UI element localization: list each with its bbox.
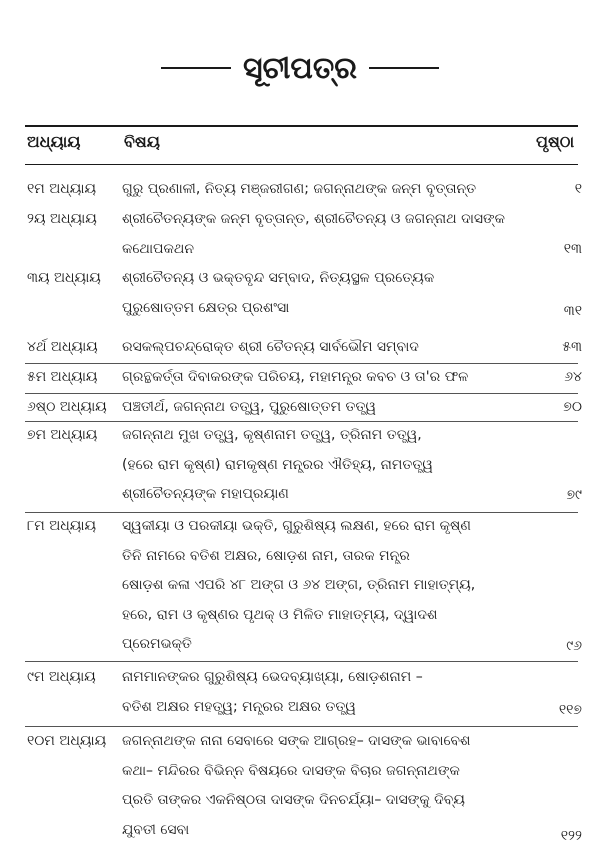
- page-number: ୧୧୭: [558, 702, 582, 718]
- chapter-label: ୩ୟ ଅଧ୍ୟାୟ: [27, 270, 101, 286]
- row-divider: [25, 661, 578, 662]
- title-rule-left: [161, 67, 231, 69]
- row-divider: [25, 363, 578, 364]
- table-header-rule: [25, 164, 578, 165]
- subject-line: ଜଗନ୍ନାଥଙ୍କ ନାନା ସେବାରେ ସଙ୍କ ଆଗ୍ରହ– ଦାସଙ୍କ ଭାବାବେଶ: [122, 733, 471, 749]
- subject-line: ରସକଲ୍ପଚନ୍ଦ୍ରୋକ୍ତ ଶ୍ରୀ ଚୈତନ୍ୟ ସାର୍ବଭୌମ ସମ୍ବାଦ: [122, 339, 419, 355]
- page-number: ୧୨୨: [560, 828, 582, 844]
- page-number: ୫୩: [562, 339, 582, 355]
- page-number: ୧୩: [563, 240, 582, 257]
- row-divider: [25, 393, 578, 394]
- title-rule-right: [369, 67, 439, 69]
- chapter-label: ୮ମ ଅଧ୍ୟାୟ: [27, 518, 97, 534]
- subject-line: ଗ୍ରନ୍ଥକର୍ତ୍ତା ଦିବାକରଙ୍କ ପରିଚୟ, ମହାମନ୍ତ୍ର କବଚ ଓ ତା'ର ଫଳ: [122, 369, 469, 385]
- chapter-label: ୧୦ମ ଅଧ୍ୟାୟ: [27, 733, 107, 749]
- chapter-label: ୧ମ ଅଧ୍ୟାୟ: [27, 181, 97, 197]
- subject-line: କଥୋପକଥନ: [122, 240, 194, 257]
- subject-line: ଶ୍ରୀଚୈତନ୍ୟଙ୍କ ଜନ୍ମ ବୃତ୍ତାନ୍ତ, ଶ୍ରୀଚୈତନ୍ୟ ଓ ଜଗନ୍ନାଥ ଦାସଙ୍କ: [122, 211, 505, 227]
- chapter-label: ୬ଷ୍ଠ ଅଧ୍ୟାୟ: [27, 399, 107, 415]
- page-number: ୬୪: [564, 369, 582, 385]
- subject-line: ବତିଶ ଅକ୍ଷର ମହତ୍ତ୍ୱ; ମନ୍ତ୍ରର ଅକ୍ଷର ତତ୍ତ୍ୱ: [122, 698, 356, 715]
- subject-line: ହରେ, ରାମ ଓ କୃଷ୍ଣର ପୃଥକ୍ ଓ ମିଳିତ ମାହାତ୍ମ୍ୟ, ଦ୍ୱାଦଶ: [122, 606, 438, 623]
- subject-line: କଥା– ମନ୍ଦିରର ବିଭିନ୍ନ ବିଷୟରେ ଦାସଙ୍କ ବିଚାର ଜଗନ୍ନାଥଙ୍କ: [122, 762, 460, 779]
- subject-line: ପୁରୁଷୋତ୍ତମ କ୍ଷେତ୍ର ପ୍ରଶଂସା: [122, 299, 290, 316]
- subject-line: ସ୍ୱକୀୟା ଓ ପରକୀୟା ଭକ୍ତି, ଗୁରୁଶିଷ୍ୟ ଲକ୍ଷଣ, ହରେ ରାମ କୃଷ୍ଣ: [122, 518, 471, 534]
- subject-line: ଷୋଡ଼ଶ କଳା ଏପରି ୪୮ ଅଙ୍ଗ ଓ ୬୪ ଅଙ୍ଗ, ତ୍ରିନାମ ମାହାତ୍ମ୍ୟ,: [122, 577, 476, 593]
- page-number: ୭୦: [563, 399, 582, 415]
- subject-line: (ହରେ ରାମ କୃଷ୍ଣ) ରାମକୃଷ୍ଣ ମନ୍ତ୍ରର ଐତିହ୍ୟ, ନାମତତ୍ତ୍ୱ: [122, 456, 433, 473]
- page-number: ୧: [574, 181, 582, 197]
- subject-line: ନାମମାନଙ୍କର ଗୁରୁଶିଷ୍ୟ ଭେଦବ୍ୟାଖ୍ୟା, ଷୋଡ଼ଶନାମ –: [122, 669, 423, 685]
- chapter-label: ୫ମ ଅଧ୍ୟାୟ: [27, 369, 98, 385]
- row-divider: [25, 512, 578, 513]
- page-number: ୭୯: [566, 487, 582, 503]
- subject-line: ଯୁବତୀ ସେବା: [122, 821, 190, 838]
- subject-line: ତିନି ନାମରେ ବତିଶ ଅକ୍ଷର, ଷୋଡ଼ଶ ନାମ, ତାରକ ମନ୍ତ୍ର: [122, 547, 410, 564]
- subject-line: ପ୍ରେମଭକ୍ତି: [122, 636, 192, 652]
- chapter-label: ୯ମ ଅଧ୍ୟାୟ: [27, 669, 96, 685]
- chapter-label: ୪ର୍ଥ ଅଧ୍ୟାୟ: [27, 339, 98, 355]
- page-number: ୯୬: [566, 638, 582, 654]
- header-subject: ବିଷୟ: [124, 132, 160, 151]
- row-divider: [25, 421, 578, 422]
- subject-line: ଜଗନ୍ନାଥ ମୁଖ ତତ୍ତ୍ୱ, କୃଷ୍ଣନାମ ତତ୍ତ୍ୱ, ତ୍ରିନାମ ତତ୍ତ୍ୱ,: [122, 427, 422, 443]
- subject-line: ଗୁରୁ ପ୍ରଣାଳୀ, ନିତ୍ୟ ମଞ୍ଜରୀଗଣ; ଜଗନ୍ନାଥଙ୍କ ଜନ୍ମ ବୃତ୍ତାନ୍ତ: [122, 181, 477, 197]
- header-page: ପୃଷ୍ଠା: [536, 132, 575, 151]
- subject-line: ଶ୍ରୀଚୈତନ୍ୟ ଓ ଭକ୍ତବୃନ୍ଦ ସମ୍ବାଦ, ନିତ୍ୟସ୍ଥଳ ପ୍ରତ୍ୟେକ: [122, 270, 435, 286]
- chapter-label: ୭ମ ଅଧ୍ୟାୟ: [27, 427, 98, 443]
- title-block: [0, 48, 600, 88]
- subject-line: ପଞ୍ଚତୀର୍ଥ, ଜଗନ୍ନାଥ ତତ୍ତ୍ୱ, ପୁରୁଷୋତ୍ତମ ତତ୍ତ୍ୱ: [122, 399, 377, 415]
- chapter-label: ୨ୟ ଅଧ୍ୟାୟ: [27, 211, 97, 227]
- header-chapter: ଅଧ୍ୟାୟ: [27, 132, 81, 151]
- subject-line: ଶ୍ରୀଚୈତନ୍ୟଙ୍କ ମହାପ୍ରୟାଣ: [122, 486, 289, 502]
- page-title: ସୂଚୀପତ୍ର: [243, 50, 357, 86]
- subject-line: ପ୍ରତି ତାଙ୍କର ଏକନିଷ୍ଠତା ଦାସଙ୍କ ଦିନଚର୍ଯ୍ୟା– ଦାସଙ୍କୁ ଦିବ୍ୟ: [122, 792, 465, 808]
- row-divider: [25, 726, 578, 727]
- table-top-rule: [25, 125, 578, 127]
- page-number: ୩୧: [563, 303, 582, 319]
